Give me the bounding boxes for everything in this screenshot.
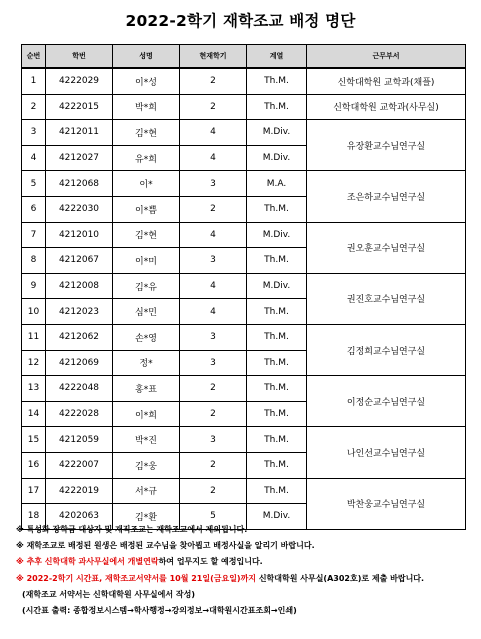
row-program-cell: M.Div. — [247, 145, 307, 171]
row-program-cell: Th.M. — [247, 324, 307, 350]
row-name-cell: 손*영 — [113, 324, 180, 350]
row-semester-cell: 5 — [180, 504, 247, 530]
row-no-cell: 13 — [22, 376, 46, 402]
row-program-cell: Th.M. — [247, 68, 307, 94]
row-name-cell: 이*희 — [113, 401, 180, 427]
row-program-cell: Th.M. — [247, 94, 307, 120]
row-department-cell: 유장환교수님연구실 — [307, 120, 466, 171]
row-student-id-cell: 4222048 — [46, 376, 113, 402]
row-department-cell: 신학대학원 교학과(사무실) — [307, 94, 466, 120]
note-visit-professor: ※ 재학조교로 배정된 원생은 배정된 교수님을 찾아뵙고 배정사실을 알리기 바랍니다. — [16, 541, 315, 551]
header-semester: 현재학기 — [180, 45, 247, 69]
row-department-cell: 김정희교수님연구실 — [307, 324, 466, 375]
row-student-id-cell: 4212023 — [46, 299, 113, 325]
row-no-cell: 9 — [22, 273, 46, 299]
table-row — [22, 376, 466, 402]
note-submission — [16, 571, 476, 587]
row-student-id-cell: 4222019 — [46, 478, 113, 504]
table-row — [22, 68, 466, 94]
row-name-cell: 이*쁨 — [113, 196, 180, 222]
row-no-cell: 8 — [22, 248, 46, 274]
row-department-cell: 박찬웅교수님연구실 — [307, 478, 466, 529]
row-semester-cell: 2 — [180, 376, 247, 402]
row-student-id-cell: 4212062 — [46, 324, 113, 350]
row-no-cell: 18 — [22, 504, 46, 530]
row-program-cell: Th.M. — [247, 478, 307, 504]
row-student-id-cell: 4212067 — [46, 248, 113, 274]
row-semester-cell: 4 — [180, 273, 247, 299]
row-program-cell: M.Div. — [247, 273, 307, 299]
row-no-cell: 3 — [22, 120, 46, 146]
row-name-cell: 김*현 — [113, 222, 180, 248]
row-program-cell: Th.M. — [247, 427, 307, 453]
row-semester-cell: 2 — [180, 452, 247, 478]
row-student-id-cell: 4212011 — [46, 120, 113, 146]
row-student-id-cell: 4202063 — [46, 504, 113, 530]
header-no: 순번 — [22, 45, 46, 69]
note-timetable: (시간표 출력: 종합정보시스템→학사행정→강의정보→대학원시간표조회→인쇄) — [22, 606, 297, 616]
row-semester-cell: 2 — [180, 478, 247, 504]
note-submission-highlight: ※ 2022-2학기 시간표, 재학조교서약서를 10월 21일(금요일)까지 — [16, 573, 257, 583]
header-student-id: 학번 — [46, 45, 113, 69]
row-name-cell: 이*성 — [113, 68, 180, 94]
row-name-cell: 박*진 — [113, 427, 180, 453]
row-program-cell: Th.M. — [247, 196, 307, 222]
row-student-id-cell: 4212008 — [46, 273, 113, 299]
table-row — [22, 222, 466, 248]
page-title: 2022-2학기 재학조교 배정 명단 — [125, 12, 356, 30]
row-no-cell: 16 — [22, 452, 46, 478]
header-program: 계열 — [247, 45, 307, 69]
row-semester-cell: 4 — [180, 145, 247, 171]
note-contact — [16, 554, 476, 570]
row-student-id-cell: 4222007 — [46, 452, 113, 478]
row-semester-cell: 2 — [180, 196, 247, 222]
row-student-id-cell: 4212068 — [46, 171, 113, 197]
row-name-cell: 김*환 — [113, 504, 180, 530]
note-contact-text: 하여 업무지도 할 예정입니다. — [158, 557, 263, 567]
row-name-cell: 정* — [113, 350, 180, 376]
table-header — [22, 45, 466, 69]
row-program-cell: Th.M. — [247, 376, 307, 402]
row-name-cell: 이*미 — [113, 248, 180, 274]
row-semester-cell: 2 — [180, 94, 247, 120]
row-semester-cell: 3 — [180, 324, 247, 350]
table-row — [22, 171, 466, 197]
row-student-id-cell: 4222029 — [46, 68, 113, 94]
row-program-cell: Th.M. — [247, 299, 307, 325]
row-name-cell: 김*웅 — [113, 452, 180, 478]
row-semester-cell: 3 — [180, 171, 247, 197]
row-semester-cell: 4 — [180, 222, 247, 248]
row-no-cell: 6 — [22, 196, 46, 222]
note-submission-text: 신학대학원 사무실(A302호)로 제출 바랍니다. — [256, 573, 425, 583]
row-semester-cell: 3 — [180, 350, 247, 376]
row-department-cell: 나인선교수님연구실 — [307, 427, 466, 478]
row-name-cell: 유*희 — [113, 145, 180, 171]
row-name-cell: 서*규 — [113, 478, 180, 504]
table-body — [22, 68, 466, 529]
row-no-cell: 14 — [22, 401, 46, 427]
table-row — [22, 478, 466, 504]
table-row — [22, 120, 466, 146]
header-name: 성명 — [113, 45, 180, 69]
header-department: 근무부서 — [307, 45, 466, 69]
row-no-cell: 17 — [22, 478, 46, 504]
row-name-cell: 김*현 — [113, 120, 180, 146]
table-row — [22, 273, 466, 299]
row-semester-cell: 3 — [180, 427, 247, 453]
row-student-id-cell: 4222028 — [46, 401, 113, 427]
row-semester-cell: 4 — [180, 299, 247, 325]
row-student-id-cell: 4212069 — [46, 350, 113, 376]
row-name-cell: 김*유 — [113, 273, 180, 299]
row-program-cell: Th.M. — [247, 401, 307, 427]
row-name-cell: 이* — [113, 171, 180, 197]
row-no-cell: 11 — [22, 324, 46, 350]
row-program-cell: Th.M. — [247, 452, 307, 478]
row-semester-cell: 4 — [180, 120, 247, 146]
row-no-cell: 2 — [22, 94, 46, 120]
row-department-cell: 신학대학원 교학과(채플) — [307, 68, 466, 94]
row-semester-cell: 3 — [180, 248, 247, 274]
row-no-cell: 1 — [22, 68, 46, 94]
row-name-cell: 심*민 — [113, 299, 180, 325]
note-exclusion: ※ 특성화 장학금 대상자 및 재직조교는 재학조교에서 제외됩니다. — [16, 525, 248, 534]
table-row — [22, 324, 466, 350]
table-row — [22, 94, 466, 120]
note-pledge: (재학조교 서약서는 신학대학원 사무실에서 작성) — [22, 589, 196, 599]
row-student-id-cell: 4212010 — [46, 222, 113, 248]
row-student-id-cell: 4212059 — [46, 427, 113, 453]
row-semester-cell: 2 — [180, 68, 247, 94]
header-row — [22, 45, 466, 69]
row-no-cell: 15 — [22, 427, 46, 453]
row-no-cell: 10 — [22, 299, 46, 325]
row-program-cell: M.Div. — [247, 504, 307, 530]
row-department-cell: 조은하교수님연구실 — [307, 171, 466, 222]
row-program-cell: M.Div. — [247, 222, 307, 248]
row-name-cell: 홍*표 — [113, 376, 180, 402]
row-department-cell: 권진호교수님연구실 — [307, 273, 466, 324]
row-student-id-cell: 4222015 — [46, 94, 113, 120]
row-student-id-cell: 4222030 — [46, 196, 113, 222]
notes-section — [16, 522, 476, 619]
row-semester-cell: 2 — [180, 401, 247, 427]
note-contact-highlight: ※ 추후 신학대학 과사무실에서 개별연락 — [16, 557, 159, 567]
row-department-cell: 권오훈교수님연구실 — [307, 222, 466, 273]
row-program-cell: Th.M. — [247, 350, 307, 376]
row-name-cell: 박*희 — [113, 94, 180, 120]
row-department-cell: 이정순교수님연구실 — [307, 376, 466, 427]
row-no-cell: 12 — [22, 350, 46, 376]
table-row — [22, 427, 466, 453]
row-no-cell: 5 — [22, 171, 46, 197]
assistant-roster-table — [21, 44, 466, 530]
row-no-cell: 4 — [22, 145, 46, 171]
row-program-cell: M.Div. — [247, 120, 307, 146]
row-student-id-cell: 4212027 — [46, 145, 113, 171]
row-program-cell: M.A. — [247, 171, 307, 197]
row-program-cell: Th.M. — [247, 248, 307, 274]
row-no-cell: 7 — [22, 222, 46, 248]
